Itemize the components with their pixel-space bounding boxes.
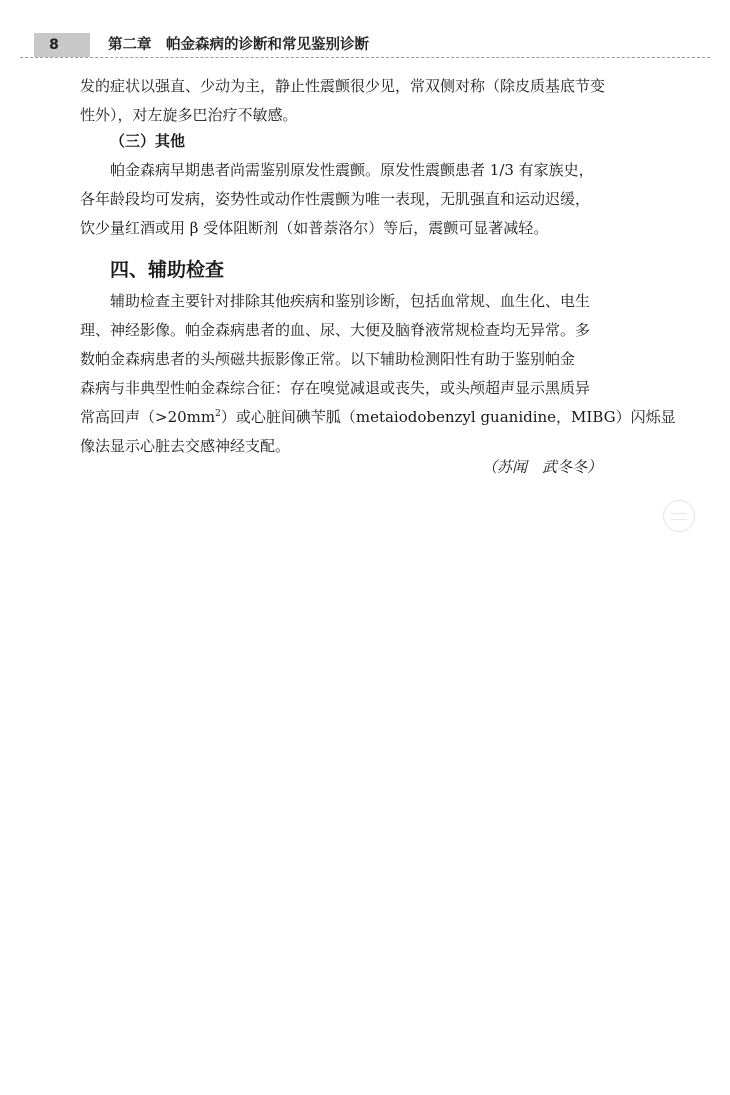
paragraph-continuation (80, 72, 640, 130)
text-fragment: 常高回声（>20mm (80, 408, 216, 426)
paragraph-auxiliary-exams (80, 287, 676, 461)
text-line: 发的症状以强直、少动为主，静止性震颤很少见，常双侧对称（除皮质基底节变 (80, 77, 606, 95)
text-line: 辅助检查主要针对排除其他疾病和鉴别诊断，包括血常规、血生化、电生 (110, 292, 591, 310)
text-fragment: ）或心脏间碘苄胍（metaiodobenzyl guanidine，MIBG）闪烁显 (220, 408, 676, 426)
subsection-heading: （三）其他 (110, 132, 186, 150)
text-line: 帕金森病早期患者尚需鉴别原发性震颤。原发性震颤患者 1/3 有家族史， (110, 161, 594, 179)
paragraph-essential-tremor (80, 156, 640, 243)
chapter-title: 第二章 帕金森病的诊断和常见鉴别诊断 (108, 37, 369, 53)
text-line (80, 403, 676, 432)
watermark-seal-icon (663, 500, 695, 532)
section-heading: 四、辅助检查 (110, 259, 225, 281)
page-number: 8 (49, 37, 59, 53)
running-header (20, 33, 710, 58)
text-line: 各年龄段均可发病，姿势性或动作性震颤为唯一表现，无肌强直和运动迟缓， (80, 190, 591, 208)
text-line: 饮少量红酒或用 β 受体阻断剂（如普萘洛尔）等后，震颤可显著减轻。 (80, 219, 549, 237)
superscript: 2 (215, 409, 221, 419)
text-line: 像法显示心脏去交感神经支配。 (80, 437, 291, 455)
text-line: 理、神经影像。帕金森病患者的血、尿、大便及脑脊液常规检查均无异常。多 (80, 321, 591, 339)
author-credit: （苏闻 武冬冬） (481, 458, 602, 476)
page-number-box (34, 33, 90, 57)
text-line: 性外），对左旋多巴治疗不敏感。 (80, 106, 298, 124)
text-line: 数帕金森病患者的头颅磁共振影像正常。以下辅助检测阳性有助于鉴别帕金 (80, 350, 576, 368)
text-line: 森病与非典型性帕金森综合征：存在嗅觉减退或丧失，或头颅超声显示黑质异 (80, 379, 591, 397)
watermark-mark (671, 513, 687, 520)
